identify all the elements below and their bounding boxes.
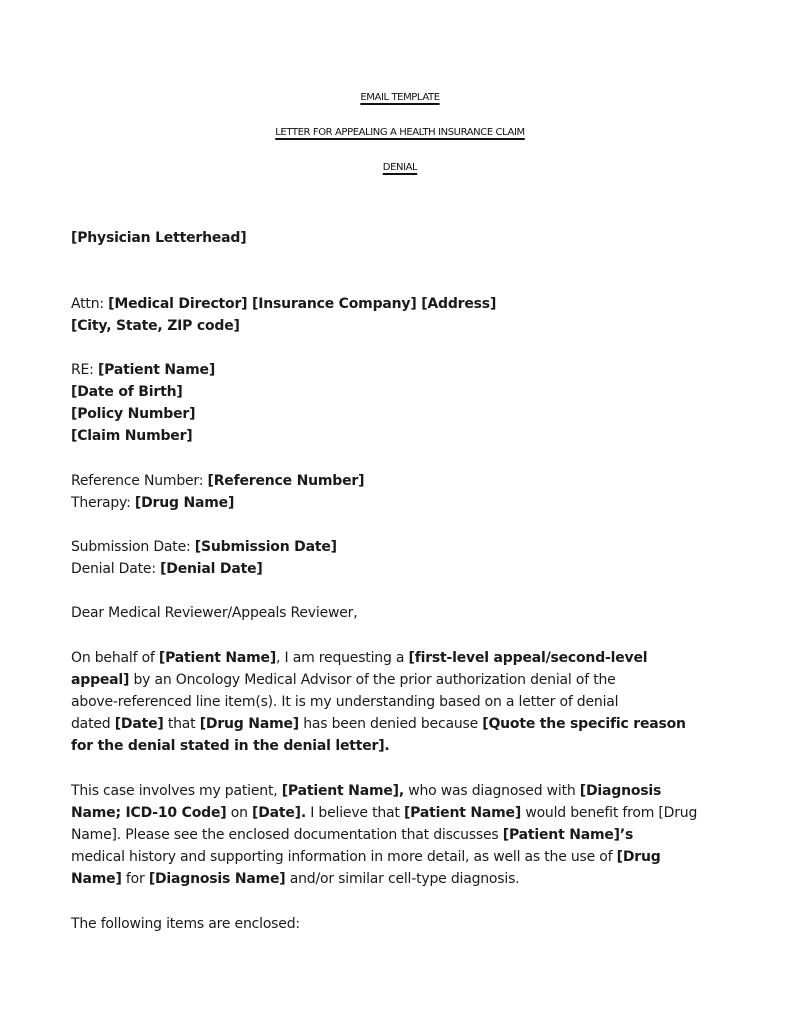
para1-line-4 — [71, 713, 731, 735]
salutation: Dear Medical Reviewer/Appeals Reviewer, — [71, 605, 358, 621]
re-policy: [Policy Number] — [71, 406, 196, 422]
text-run: dated — [71, 716, 115, 732]
text-run-bold: [Date]. — [252, 805, 306, 821]
text-run: On behalf of — [71, 650, 159, 666]
text-run-bold: [Drug Name] — [199, 716, 299, 732]
attn-city-line: [City, State, ZIP code] — [71, 318, 240, 334]
title-line-2: LETTER FOR APPEALING A HEALTH INSURANCE CLAIM — [275, 127, 525, 138]
title-line-1: EMAIL TEMPLATE — [360, 92, 440, 103]
reference-value: [Reference Number] — [207, 473, 365, 489]
text-run: Name]. Please see the enclosed documentation that discusses — [71, 827, 503, 843]
text-run: for — [121, 871, 149, 887]
text-run-bold: [Patient Name], — [281, 783, 404, 799]
text-run-bold: [Diagnosis Name] — [148, 871, 286, 887]
attn-value: [Medical Director] [Insurance Company] [Address] — [108, 296, 497, 312]
text-run-bold: appeal] — [71, 672, 130, 688]
para2-line-3 — [71, 824, 731, 846]
para2-line-4 — [71, 846, 731, 868]
denial-value: [Denial Date] — [160, 561, 263, 577]
text-run-bold: Name] — [71, 871, 122, 887]
text-run: has been denied because — [298, 716, 483, 732]
text-run-bold: [Date] — [114, 716, 164, 732]
text-run-bold: [Patient Name] — [158, 650, 277, 666]
text-run-bold: Name; ICD-10 Code] — [71, 805, 227, 821]
therapy-label: Therapy: — [71, 495, 135, 511]
physician-letterhead: [Physician Letterhead] — [71, 230, 247, 246]
para1-line-2 — [71, 669, 731, 691]
text-run: would benefit from [Drug — [521, 805, 698, 821]
enclosed-items-heading: The following items are enclosed: — [71, 916, 300, 932]
text-run-bold: [first-level appeal/second-level — [408, 650, 648, 666]
re-claim: [Claim Number] — [71, 428, 193, 444]
re-line — [71, 359, 731, 381]
re-label: RE: — [71, 362, 98, 378]
title-line-3: DENIAL — [382, 162, 418, 173]
text-run: that — [163, 716, 200, 732]
text-run: by an Oncology Medical Advisor of the prior authorization denial of the — [129, 672, 616, 688]
para1-line-5: for the denial stated in the denial letter]. — [71, 738, 390, 754]
submission-label: Submission Date: — [71, 539, 195, 555]
text-run: , I am requesting a — [276, 650, 409, 666]
text-run: I believe that — [306, 805, 404, 821]
reference-line — [71, 470, 731, 492]
text-run: on — [226, 805, 253, 821]
text-run: who was diagnosed with — [403, 783, 580, 799]
text-run: medical history and supporting information in more detail, as well as the use of — [71, 849, 617, 865]
para2-line-2 — [71, 802, 731, 824]
submission-line — [71, 536, 731, 558]
text-run-bold: [Patient Name]’s — [502, 827, 634, 843]
text-run-bold: [Patient Name] — [403, 805, 522, 821]
reference-label: Reference Number: — [71, 473, 208, 489]
attn-line — [71, 293, 731, 315]
denial-line — [71, 558, 731, 580]
para1-line-1 — [71, 647, 731, 669]
re-patient: [Patient Name] — [97, 362, 216, 378]
therapy-value: [Drug Name] — [134, 495, 235, 511]
denial-label: Denial Date: — [71, 561, 161, 577]
text-run: and/or similar cell-type diagnosis. — [285, 871, 520, 887]
text-run-bold: [Drug — [616, 849, 661, 865]
attn-label: Attn: — [71, 296, 109, 312]
text-run-bold: [Diagnosis — [579, 783, 662, 799]
text-run-bold: [Quote the specific reason — [482, 716, 686, 732]
para2-line-5 — [71, 868, 731, 890]
therapy-line — [71, 492, 731, 514]
re-dob: [Date of Birth] — [71, 384, 183, 400]
para2-line-1 — [71, 780, 731, 802]
para1-line-3: above-referenced line item(s). It is my understanding based on a letter of denial — [71, 694, 619, 710]
text-run: This case involves my patient, — [71, 783, 282, 799]
submission-value: [Submission Date] — [194, 539, 337, 555]
